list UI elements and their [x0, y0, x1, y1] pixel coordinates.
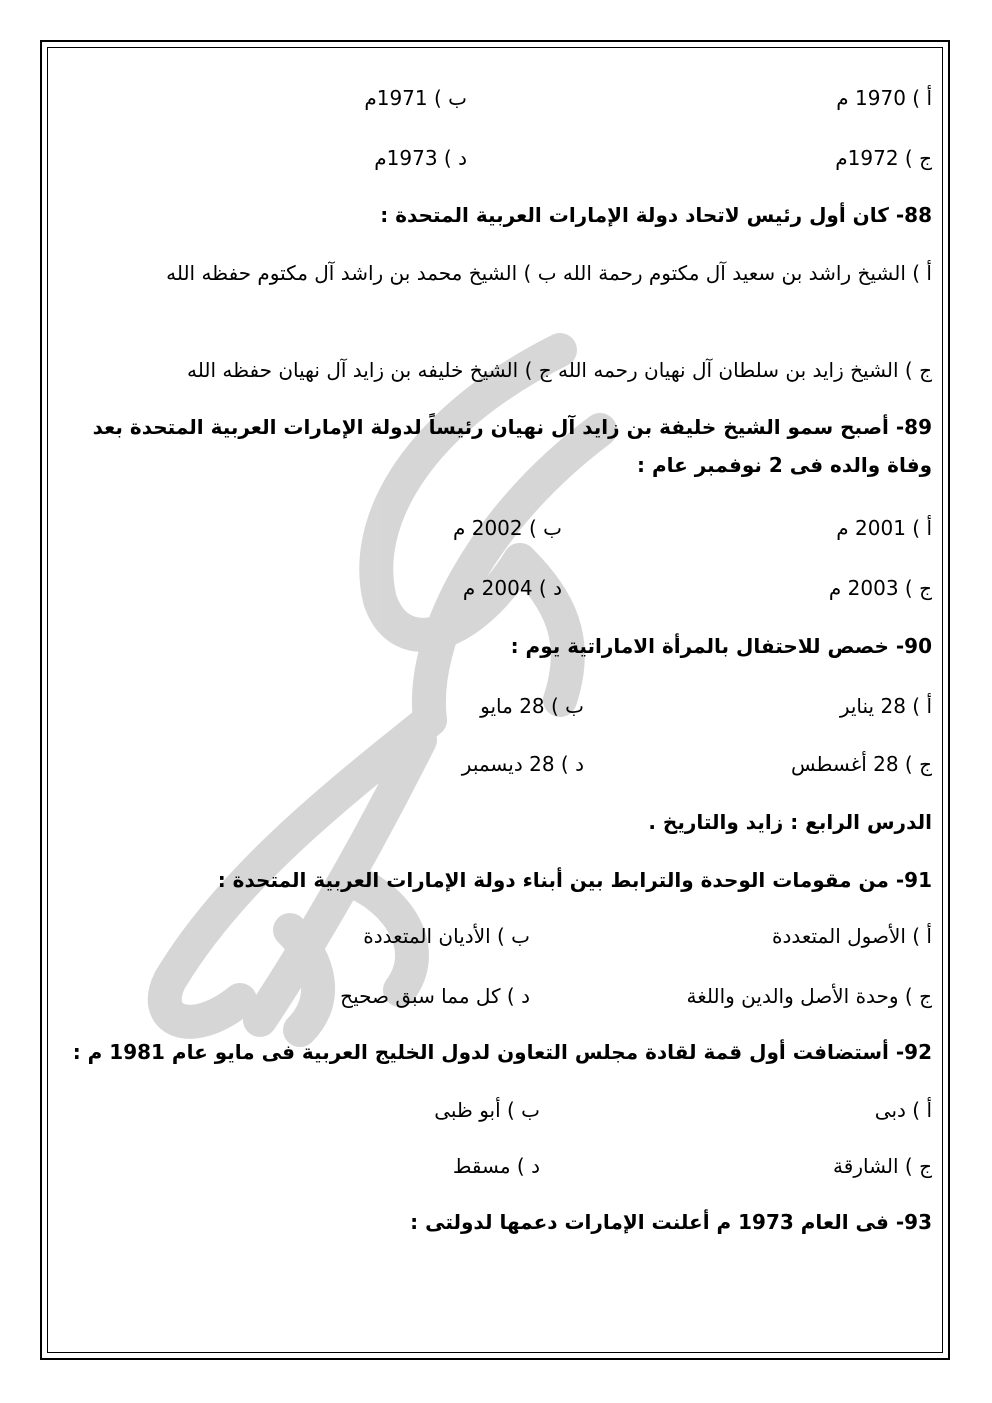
- question-89: 89- أصبح سمو الشيخ خليفة بن زايد آل نهيان رئيساً لدولة الإمارات العربية المتحدة بعد وفاة والده فى 2 نوفمبر عام :: [92, 415, 932, 477]
- question-92: 92- أستضافت أول قمة لقادة مجلس التعاون لدول الخليج العربية فى مايو عام 1981 م :: [72, 1040, 932, 1064]
- question-91: 91- من مقومات الوحدة والترابط بين أبناء دولة الإمارات العربية المتحدة :: [217, 868, 932, 892]
- q90-option-a: أ ) 28 يناير: [839, 694, 932, 718]
- q92-option-b: ب ) أبو ظبى: [434, 1098, 540, 1122]
- question-88: 88- كان أول رئيس لاتحاد دولة الإمارات العربية المتحدة :: [380, 203, 932, 227]
- q91-option-d: د ) كل مما سبق صحيح: [340, 984, 530, 1008]
- q89-option-d: د ) 2004 م: [462, 576, 562, 600]
- q89-option-b: ب ) 2002 م: [452, 516, 562, 540]
- option-b-year-1971: ب ) 1971م: [364, 86, 467, 110]
- option-d-year-1973: د ) 1973م: [374, 146, 467, 170]
- question-88-options-ab: أ ) الشيخ راشد بن سعيد آل مكتوم رحمة الله ب ) الشيخ محمد بن راشد آل مكتوم حفظه الله: [166, 261, 932, 285]
- question-88-options-cd: ج ) الشيخ زايد بن سلطان آل نهيان رحمه الله ج ) الشيخ خليفه بن زايد آل نهيان حفظه الله: [187, 358, 932, 382]
- question-93: 93- فى العام 1973 م أعلنت الإمارات دعمها لدولتى :: [410, 1210, 932, 1234]
- q89-option-a: أ ) 2001 م: [836, 516, 932, 540]
- option-c-year-1972: ج ) 1972م: [835, 146, 932, 170]
- q91-option-b: ب ) الأديان المتعددة: [363, 924, 530, 948]
- q90-option-c: ج ) 28 أغسطس: [790, 752, 932, 776]
- q90-option-d: د ) 28 ديسمبر: [461, 752, 584, 776]
- lesson-title: الدرس الرابع : زايد والتاريخ .: [648, 810, 932, 834]
- q90-option-b: ب ) 28 مايو: [480, 694, 584, 718]
- q92-option-a: أ ) دبى: [874, 1098, 932, 1122]
- question-90: 90- خصص للاحتفال بالمرأة الاماراتية يوم :: [510, 634, 932, 658]
- option-a-year-1970: أ ) 1970 م: [836, 86, 932, 110]
- q89-option-c: ج ) 2003 م: [828, 576, 932, 600]
- q92-option-c: ج ) الشارقة: [833, 1154, 932, 1178]
- q91-option-a: أ ) الأصول المتعددة: [771, 924, 932, 948]
- q92-option-d: د ) مسقط: [452, 1154, 540, 1178]
- q91-option-c: ج ) وحدة الأصل والدين واللغة: [686, 984, 932, 1008]
